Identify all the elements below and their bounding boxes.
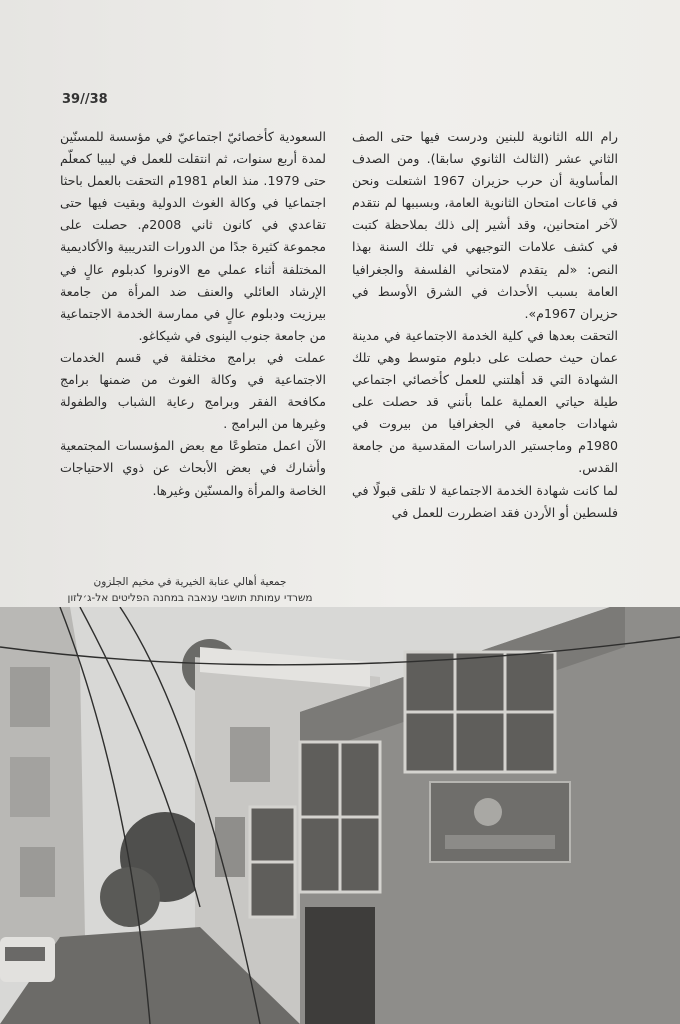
left-text-column (60, 126, 326, 502)
page-number: 39//38 (62, 92, 108, 107)
photo-caption-hebrew: משרדי עמותת תושבי ענאבה במחנה הפליטים אל-ג׳לזון (67, 592, 313, 604)
paragraph: لما كانت شهادة الخدمة الاجتماعية لا تلقى قبولًا في فلسطين أو الأردن فقد اضطررت للعمل في (352, 482, 618, 520)
paragraph: الآن اعمل متطوعًا مع بعض المؤسسات المجتمعية وأشارك في بعض الأبحاث عن ذوي الاحتياجات الخاصة والمرأة والمسنّين وغيرها. (60, 438, 326, 498)
right-text-column (352, 126, 618, 524)
street-photo (0, 607, 680, 1024)
paragraph: رام الله الثانوية للبنين ودرست فيها حتى الصف الثاني عشر (الثالث الثانوي سابقا). ومن الصدف المأساوية أن حرب حزيران 1967 اشتعلت ونحن في قاعات امتحان الثانوية العامة، وبسببها لم نتقدم لآخر امتحانين، وقد أشير إلى ذلك بملاحظة كتبت في كشف علامات التوجيهي في تلك السنة بهذا النص: «لم يتقدم لامتحاني الفلسفة والجغرافيا العامة بسبب الأحداث في الشرق الأوسط في حزيران 1967م». (352, 129, 619, 321)
paragraph: السعودية كأخصائيّ اجتماعيّ في مؤسسة للمسنّين لمدة أربع سنوات، ثم انتقلت للعمل في ليبيا كمعلّم حتى 1979. منذ العام 1981م التحقت بالعمل باحثا اجتماعيا في وكالة الغوث الدولية وبقيت فيها حتى تقاعدي في كانون ثاني 2008م. حصلت على مجموعة كثيرة جدًا من الدورات التدريبية والأكاديمية المختلفة أثناء عملي مع الاونروا كدبلوم عالٍ في الإرشاد العائلي والعنف ضد المرأة من جامعة بيرزيت ودبلوم عالٍ في ممارسة الخدمة الاجتماعية من جامعة جنوب الينوى في شيكاغو. (60, 129, 327, 343)
paragraph: التحقت بعدها في كلية الخدمة الاجتماعية في مدينة عمان حيث حصلت على دبلوم متوسط وهي تلك الشهادة التي قد أهلتني للعمل كأخصائي اجتماعي طيلة حياتي العملية علما بأنني قد حصلت على شهادات جامعية في الجغرافيا من بيروت في 1980م وماجستير الدراسات المقدسية من جامعة القدس. (352, 327, 618, 476)
paragraph: عملت في برامج مختلفة في قسم الخدمات الاجتماعية في وكالة الغوث من ضمنها برامج مكافحة الفقر وبرامج رعاية الشباب والطفولة وغيرها من البرامج . (60, 349, 326, 432)
street-photo-illustration (0, 607, 680, 1024)
photo-caption-arabic: جمعية أهالي عنابة الخيرية في مخيم الجلزون (93, 576, 287, 588)
